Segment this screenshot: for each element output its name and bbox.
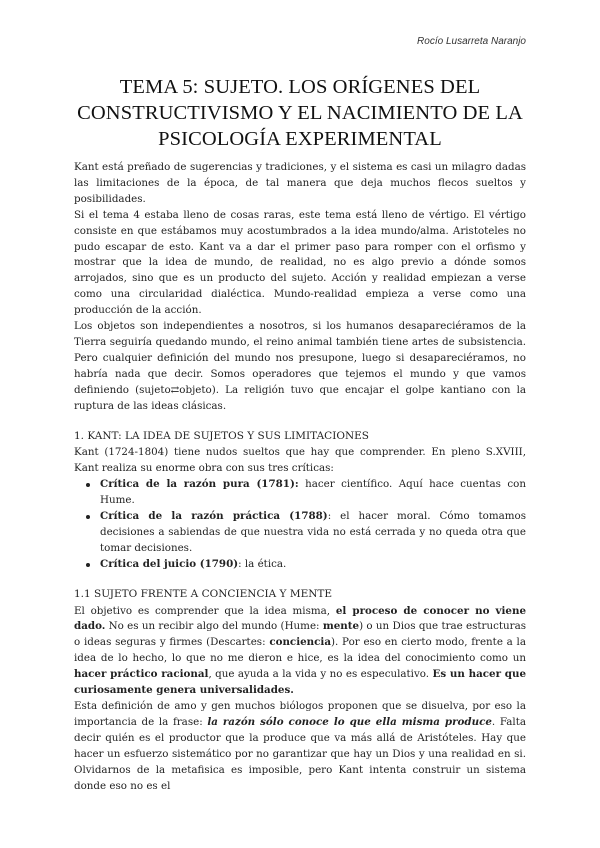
text-run: No es un recibir algo del mundo (Hume: xyxy=(105,620,323,633)
list-item-title: Crítica de la razón práctica (1788) xyxy=(100,510,328,523)
title-line-2: CONSTRUCTIVISMO Y EL NACIMIENTO DE LA xyxy=(77,102,523,124)
intro-paragraph-1: Kant está preñado de sugerencias y tradiciones, y el sistema es casi un milagro dadas las limitaciones de la época, de tal manera que deja muchos flecos sueltos y posibilidades. xyxy=(74,161,526,205)
text-run: . Falta decir quién es el productor que la produce que va más allá de Aristóteles. Hay que hacer un esfuerzo sistemático por no garantizar que hay un Dios y una realidad en si. Olvidarnos de la metafisica es imposible, pero Kant intenta construir un sistema donde eso no es el xyxy=(74,715,527,792)
section-1-1-paragraph-2 xyxy=(74,699,526,794)
bold-run: Es un hacer que curiosamente genera universalidades. xyxy=(74,668,526,697)
list-item-text: : el hacer moral. Cómo tomamos decisiones a sabiendas de que nuestra vida no está cerrada y no queda otra que tomar decisiones. xyxy=(100,510,526,554)
intro-paragraph-3: Los objetos son independientes a nosotros, si los humanos desapareciéramos de la Tierra seguiría quedando mundo, el reino animal también tiene artes de subsistencia. Pero cualquier definición del mundo nos presupone, luego si desapareciéramos, no habría nada que decir. Somos operadores que tejemos el mundo y que vamos definiendo (sujeto⇄objeto). La religión tuvo que encajar el golpe kantiano con la ruptura de las ideas clásicas. xyxy=(74,320,526,412)
list-item-title: Crítica de la razón pura (1781): xyxy=(100,478,299,491)
document-body xyxy=(74,160,526,794)
intro-paragraph-2: Si el tema 4 estaba lleno de cosas raras, este tema está lleno de vértigo. El vértigo consiste en que estábamos muy acostumbrados a la idea mundo/alma. Aristoteles no pudo escapar de esto. Kant va a dar el primer paso para romper con el orfismo y mostrar que la idea de mundo, de realidad, no es algo previo a dónde somos arrojados, sino que es un producto del sujeto. Acción y realidad empiezan a verse como una circularidad dialéctica. Mundo-realidad empieza a verse como una producción de la acción. xyxy=(74,208,526,317)
title-line-1: TEMA 5: SUJETO. LOS ORÍGENES DEL xyxy=(119,76,481,98)
text-run: Esta definición de amo y gen muchos biólogos proponen que se disuelva, por eso la importancia de la frase: xyxy=(74,700,526,728)
author-name: Rocío Lusarreta Naranjo xyxy=(417,36,526,47)
list-item xyxy=(100,509,526,557)
bold-run: conciencia xyxy=(269,636,332,649)
text-run: El objetivo es comprender que la idea misma, xyxy=(74,604,336,617)
section-1-1-paragraph-1 xyxy=(74,604,526,699)
list-item-text: hacer científico. Aquí hace cuentas con Hume. xyxy=(100,478,527,507)
bold-run: el proceso de conocer no viene dado. xyxy=(74,604,526,633)
bold-run: hacer práctico racional xyxy=(74,668,209,681)
document-title xyxy=(60,74,540,152)
text-run: , que ayuda a la vida y no es especulativo. xyxy=(208,668,433,681)
text-run: ). Por eso en cierto modo, frente a la idea de lo hecho, lo que no me dieron e hice, es la idea del conocimiento como un xyxy=(74,636,526,665)
bold-run: mente xyxy=(322,620,360,633)
section-1-heading: 1. KANT: LA IDEA DE SUJETOS Y SUS LIMITACIONES xyxy=(74,429,369,442)
bold-italic-run: la razón sólo conoce lo que ella misma produce xyxy=(207,715,492,728)
list-item xyxy=(100,477,526,509)
section-1-paragraph: Kant (1724-1804) tiene nudos sueltos que hay que comprender. En pleno S.XVIII, Kant realiza su enorme obra con sus tres críticas: xyxy=(74,446,526,475)
list-item xyxy=(100,557,526,573)
section-1-1-heading: 1.1 SUJETO FRENTE A CONCIENCIA Y MENTE xyxy=(74,587,333,600)
list-item-title: Crítica del juicio (1790) xyxy=(100,557,239,570)
title-line-3: PSICOLOGÍA EXPERIMENTAL xyxy=(158,128,442,150)
critiques-list xyxy=(74,477,526,572)
list-item-text: : la ética. xyxy=(238,557,287,570)
text-run: ) o un Dios que trae estructuras o ideas seguras y firmes (Descartes: xyxy=(74,620,526,649)
